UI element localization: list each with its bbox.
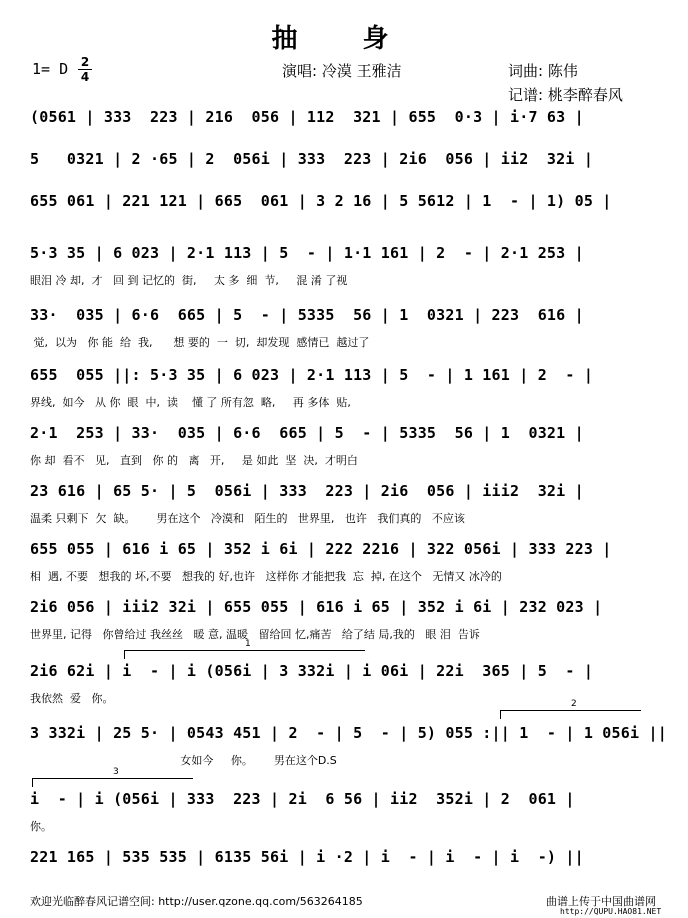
lyrics-line: 界线, 如今 从 你 眼 中, 读 懂 了 所有忽 略, 再 多体 贴, — [30, 396, 351, 409]
composer-credit: 词曲: 陈伟 — [508, 62, 578, 80]
lyrics-line: 你。 — [30, 820, 52, 833]
notation-line: (0561 | 333 223 | 216 056 | 112 321 | 655 0·3 | i·7 63 | — [30, 108, 584, 126]
notation-line: 5·3 35 | 6 023 | 2·1 113 | 5 - | 1·1 161 | 2 - | 2·1 253 | — [30, 244, 584, 262]
notation-line: 5 0321 | 2 ·65 | 2 056i | 333 223 | 2i6 056 | ii2 32i | — [30, 150, 594, 168]
notation-line: 3 332i | 25 5· | 0543 451 | 2 - | 5 - | 5) 055 :|| 1 - | 1 056i || — [30, 724, 667, 742]
key-signature: 1= D — [32, 60, 69, 78]
notation-line: 655 055 | 616 i 65 | 352 i 6i | 222 2216 | 322 056i | 333 223 | — [30, 540, 612, 558]
time-signature-top: 2 — [80, 55, 90, 69]
transcriber-credit: 记谱: 桃李醉春风 — [508, 86, 623, 104]
singer-credit: 演唱: 冷漠 王雅洁 — [282, 62, 402, 80]
lyrics-line: 眼泪 冷 却, 才 回 到 记忆的 街, 太 多 细 节, 混 淆 了视 — [30, 274, 348, 287]
notation-line: 2i6 62i | i - | i (056i | 3 332i | i 06i | 22i 365 | 5 - | — [30, 662, 594, 680]
song-title: 抽 身 — [271, 24, 417, 54]
notation-line: 221 165 | 535 535 | 6135 56i | i ·2 | i - | i - | i -) || — [30, 848, 584, 866]
lyrics-line: 温柔 只剩下 欠 缺。 男在这个 冷漠和 陌生的 世界里, 也许 我们真的 不应该 — [30, 512, 465, 525]
site-url: http://QUPU.HAO81.NET — [560, 907, 662, 916]
lyrics-line: 世界里, 记得 你曾给过 我丝丝 暖 意, 温暖 留给回 忆,痛苦 给了结 局,我的 眼 泪 告诉 — [30, 628, 480, 641]
footer-note: 欢迎光临醉春风记谱空间: http://user.qzone.qq.com/563264185 — [30, 895, 363, 908]
volta-bracket-2: 2 — [500, 710, 641, 719]
notation-line: i - | i (056i | 333 223 | 2i 6 56 | ii2 352i | 2 061 | — [30, 790, 575, 808]
time-signature — [78, 56, 92, 83]
notation-line: 655 061 | 221 121 | 665 061 | 3 2 16 | 5 5612 | 1 - | 1) 05 | — [30, 192, 612, 210]
notation-line: 33· 035 | 6·6 665 | 5 - | 5335 56 | 1 0321 | 223 616 | — [30, 306, 584, 324]
lyrics-line: 你 却 看不 见, 直到 你 的 离 开, 是 如此 坚 决, 才明白 — [30, 454, 358, 467]
notation-line: 2·1 253 | 33· 035 | 6·6 665 | 5 - | 5335 56 | 1 0321 | — [30, 424, 584, 442]
notation-line: 655 055 ||: 5·3 35 | 6 023 | 2·1 113 | 5 - | 1 161 | 2 - | — [30, 366, 594, 384]
site-credit: 曲谱上传于中国曲谱网 — [546, 895, 656, 908]
lyrics-line: 相 遇, 不要 想我的 坏,不要 想我的 好,也许 这样你 才能把我 忘 掉, 在这个 无情又 冰冷的 — [30, 570, 502, 583]
volta-bracket-1: 1 — [124, 650, 365, 659]
lyrics-line: 觉, 以为 你 能 给 我, 想 要的 一 切, 却发现 感情已 越过了 — [30, 336, 370, 349]
notation-line: 23 616 | 65 5· | 5 056i | 333 223 | 2i6 056 | iii2 32i | — [30, 482, 584, 500]
notation-line: 2i6 056 | iii2 32i | 655 055 | 616 i 65 | 352 i 6i | 232 023 | — [30, 598, 603, 616]
volta-bracket-3: 3 — [32, 778, 193, 787]
lyrics-line: 女如今 你。 男在这个D.S — [30, 754, 337, 767]
lyrics-line: 我依然 爱 你。 — [30, 692, 114, 705]
time-signature-bottom: 4 — [80, 70, 90, 84]
